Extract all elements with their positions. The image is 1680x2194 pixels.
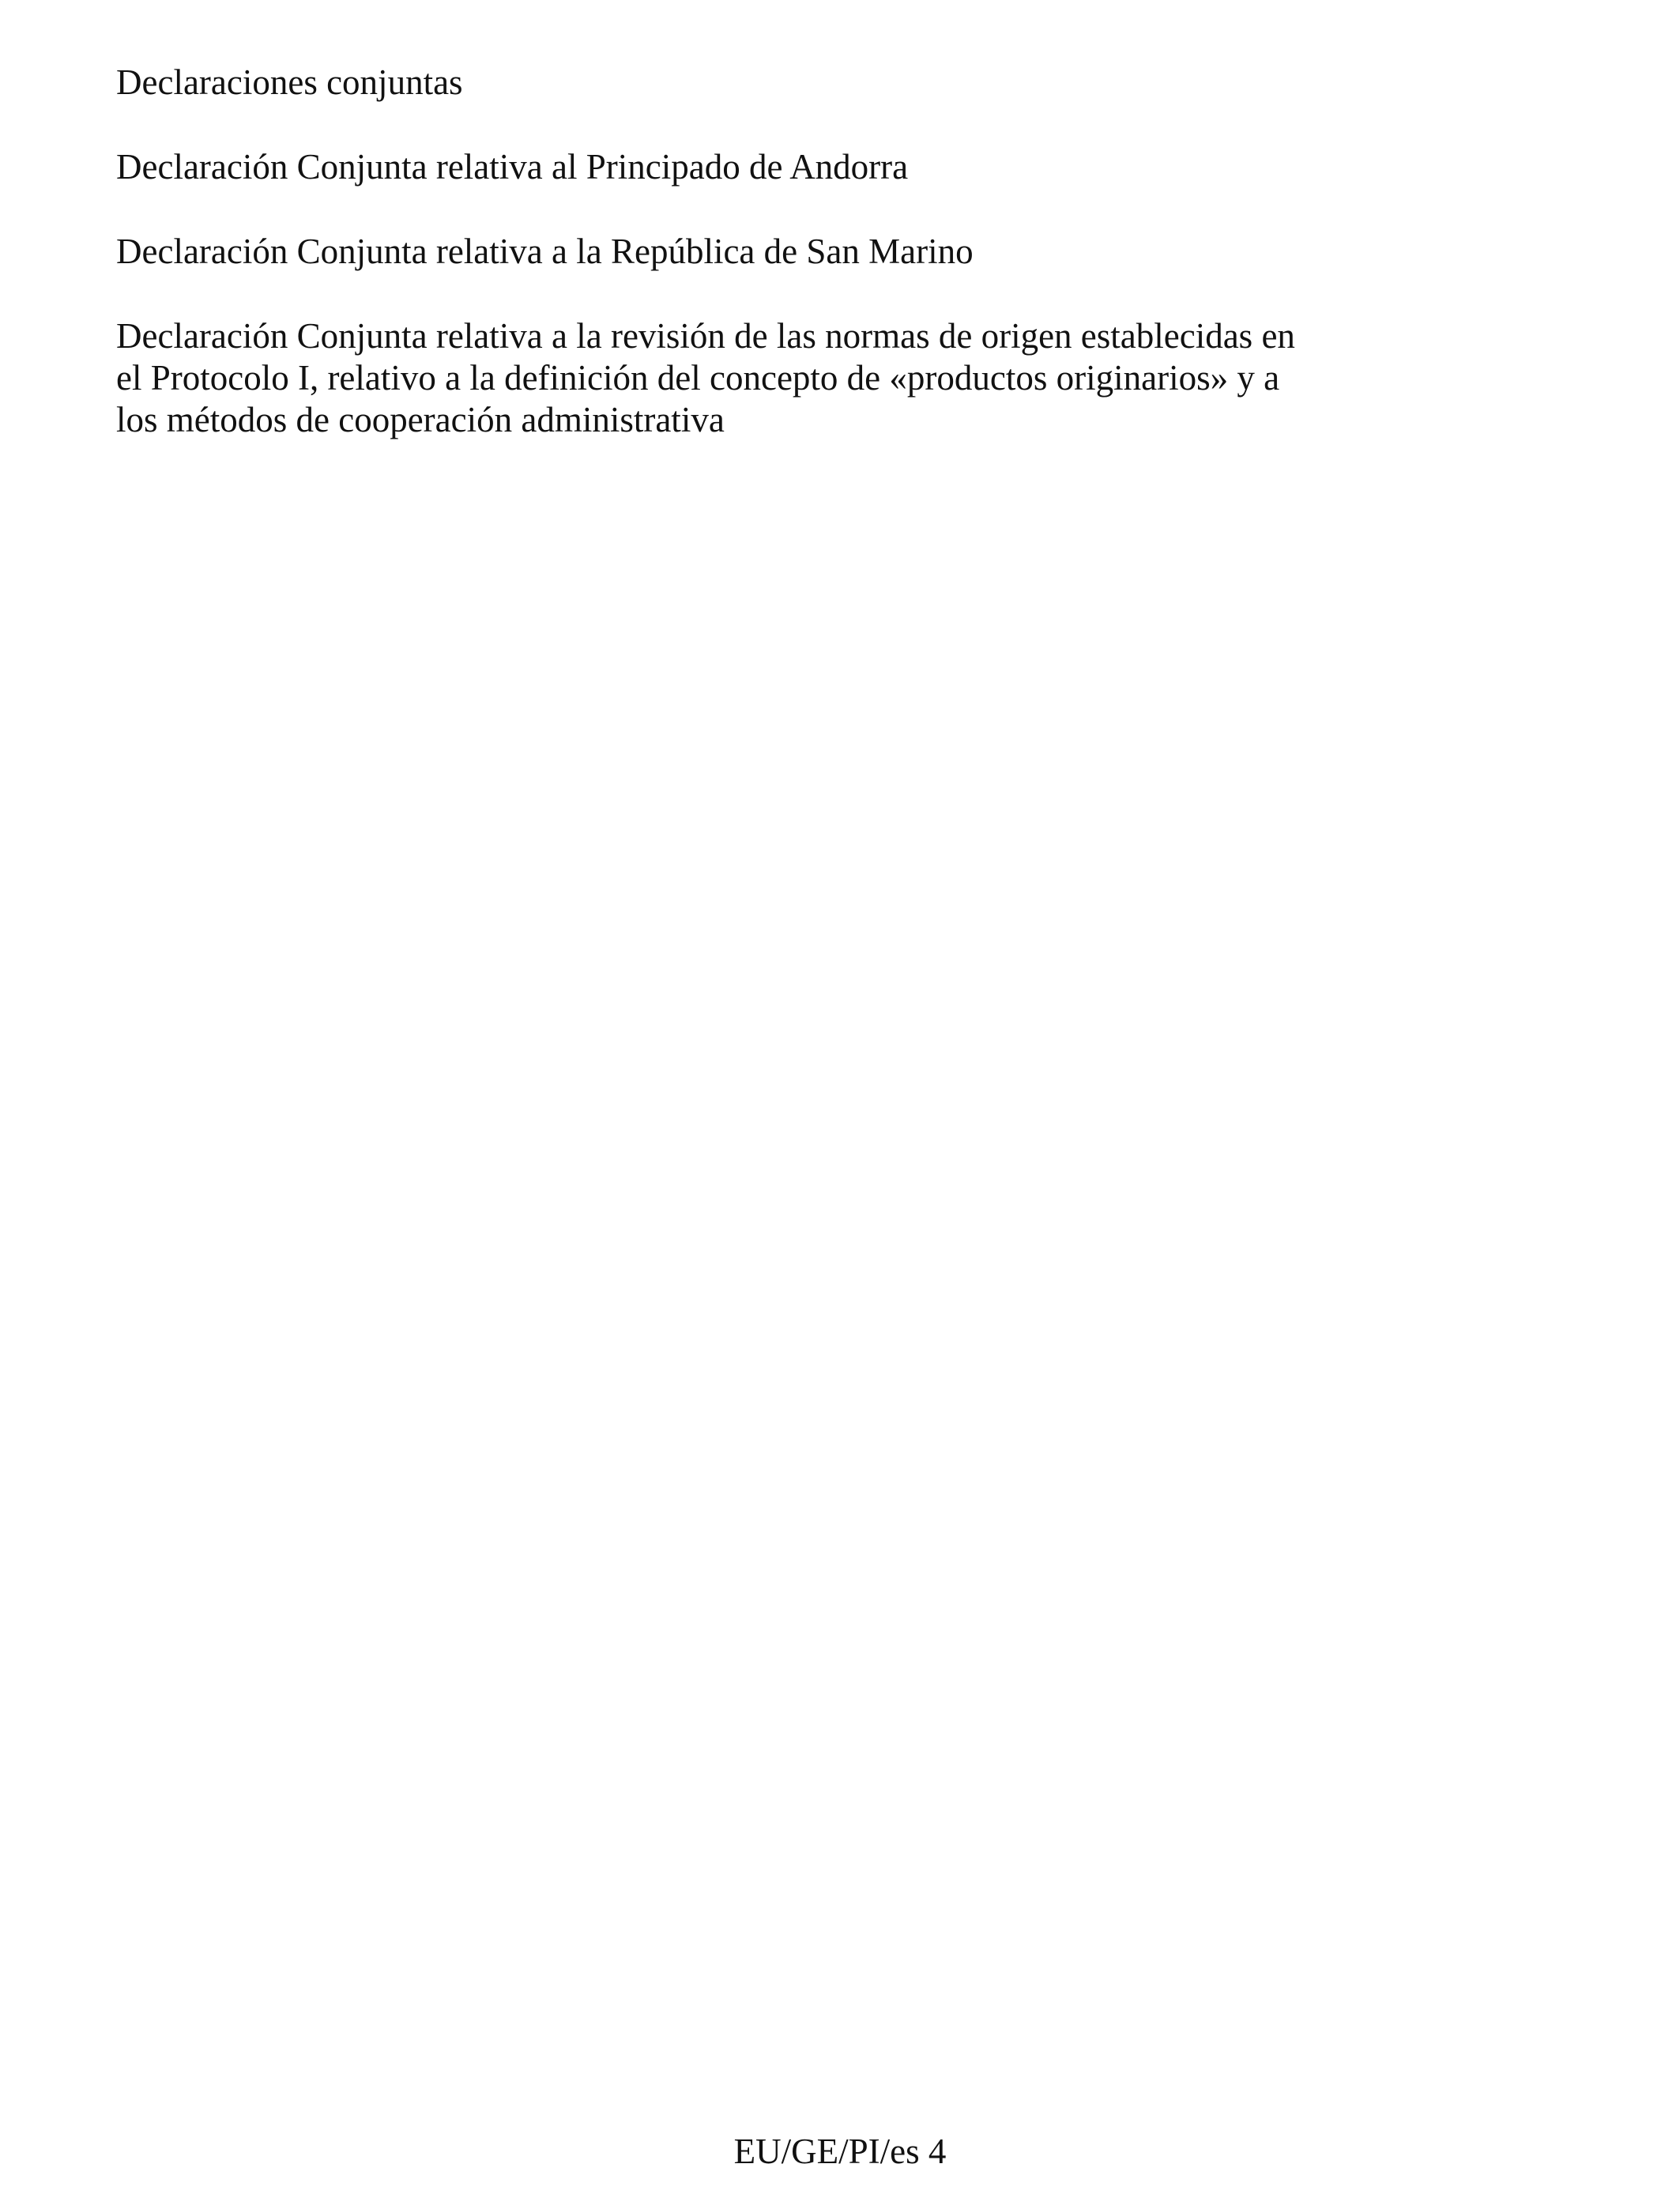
section-heading: Declaraciones conjuntas xyxy=(116,62,463,102)
declaration-line: el Protocolo I, relativo a la definición del concepto de «productos originarios» y a xyxy=(116,358,1280,398)
page-footer-reference: EU/GE/PI/es 4 xyxy=(733,2132,947,2171)
declaration-title-andorra: Declaración Conjunta relativa al Principado de Andorra xyxy=(116,147,909,187)
declaration-line: los métodos de cooperación administrativa xyxy=(116,400,725,439)
declaration-title-rules-of-origin xyxy=(116,315,1349,441)
document-body xyxy=(116,62,1349,484)
declaration-line: Declaración Conjunta relativa a la revisión de las normas de origen establecidas en xyxy=(116,316,1295,356)
declaration-title-san-marino: Declaración Conjunta relativa a la República de San Marino xyxy=(116,232,974,271)
